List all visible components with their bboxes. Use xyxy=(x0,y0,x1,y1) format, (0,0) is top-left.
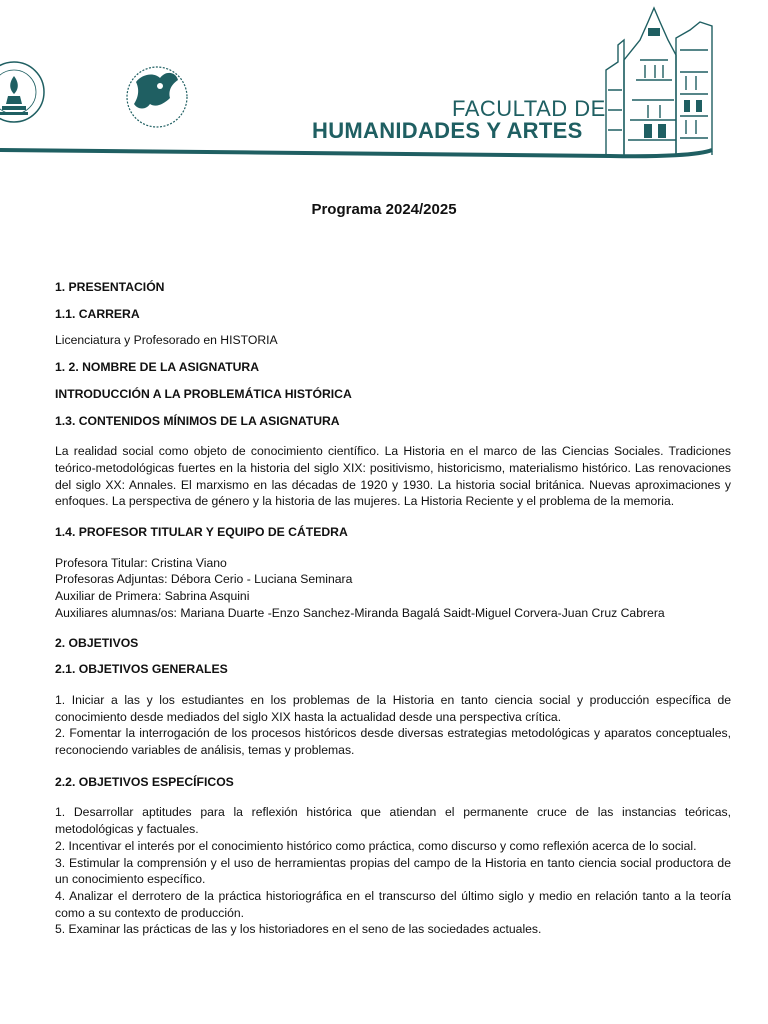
document-body xyxy=(55,279,731,938)
section-heading: 1. PRESENTACIÓN xyxy=(55,280,165,294)
paragraph: Licenciatura y Profesorado en HISTORIA xyxy=(55,333,278,348)
section-heading: 2.2. OBJETIVOS ESPECÍFICOS xyxy=(55,774,234,789)
document-title: Programa 2024/2025 xyxy=(311,201,457,218)
letterhead xyxy=(0,0,768,170)
objectives-general xyxy=(55,692,731,759)
section-heading: 2. OBJETIVOS xyxy=(55,635,139,650)
staff-list xyxy=(55,555,731,622)
list-item: Auxiliares alumnas/os: Mariana Duarte -Enzo Sanchez-Miranda Bagalá Saidt-Miguel Corvera-Juan Cruz Cabrera xyxy=(55,605,665,620)
list-item: 5. Examinar las prácticas de las y los historiadores en el seno de las sociedades actuales. xyxy=(55,922,542,937)
list-item: Profesoras Adjuntas: Débora Cerio - Luciana Seminara xyxy=(55,572,353,587)
list-item: 2. Incentivar el interés por el conocimiento histórico como práctica, como discurso y como reflexión acerca de lo social. xyxy=(55,838,697,853)
list-item: 4. Analizar el derrotero de la práctica historiográfica en el transcurso del último siglo y medio en relación tanto a la teoría como a su contexto de producción. xyxy=(55,888,731,920)
objectives-specific xyxy=(55,804,731,938)
letterhead-graphics xyxy=(0,0,768,170)
list-item: Auxiliar de Primera: Sabrina Asquini xyxy=(55,589,250,604)
fhya-logo xyxy=(127,67,187,127)
list-item: 2. Fomentar la interrogación de los procesos históricos desde diversas estrategias metodológicas y aparatos conceptuales, reconociendo variables de análisis, temas y problemas. xyxy=(55,726,731,758)
section-heading: 1.4. PROFESOR TITULAR Y EQUIPO DE CÁTEDRA xyxy=(55,525,348,540)
subject-name: INTRODUCCIÓN A LA PROBLEMÁTICA HISTÓRICA xyxy=(55,386,352,401)
section-heading: 1.3. CONTENIDOS MÍNIMOS DE LA ASIGNATURA xyxy=(55,413,340,428)
list-item: 3. Estimular la comprensión y el uso de herramientas propias del campo de la Historia en tanto ciencia social productora de un conocimiento específico. xyxy=(55,855,731,887)
paragraph: La realidad social como objeto de conocimiento científico. La Historia en el marco de las Ciencias Sociales. Tradiciones teórico-metodológicas fuertes en la historia del siglo XIX: positivismo, historicismo, materialismo histórico. Las renovaciones del siglo XX: Annales. El marxismo en las décadas de 1920 y 1930. La historia social británica. Nuevas aproximaciones y enfoques. La perspectiva de género y la historia de las mujeres. La Historia Reciente y el problema de la memoria. xyxy=(55,444,731,509)
section-heading: 1. 2. NOMBRE DE LA ASIGNATURA xyxy=(55,360,260,375)
list-item: 1. Desarrollar aptitudes para la reflexión histórica que atiendan el permanente cruce de las instancias teóricas, metodológicas y factuales. xyxy=(55,805,731,837)
faculty-name-line2: HUMANIDADES Y ARTES xyxy=(312,118,583,143)
faculty-name-line1: FACULTAD DE xyxy=(452,96,606,121)
unr-logo xyxy=(0,62,44,122)
building-fill xyxy=(644,28,702,138)
header-swoosh xyxy=(0,150,712,156)
list-item: 1. Iniciar a las y los estudiantes en los problemas de la Historia en tanto ciencia social y producción específica de conocimiento desde mediados del siglo XIX hasta la actualidad desde una perspectiva crítica. xyxy=(55,692,731,724)
section-heading: 2.1. OBJETIVOS GENERALES xyxy=(55,662,228,677)
list-item: Profesora Titular: Cristina Viano xyxy=(55,555,227,570)
section-heading: 1.1. CARRERA xyxy=(55,306,140,321)
